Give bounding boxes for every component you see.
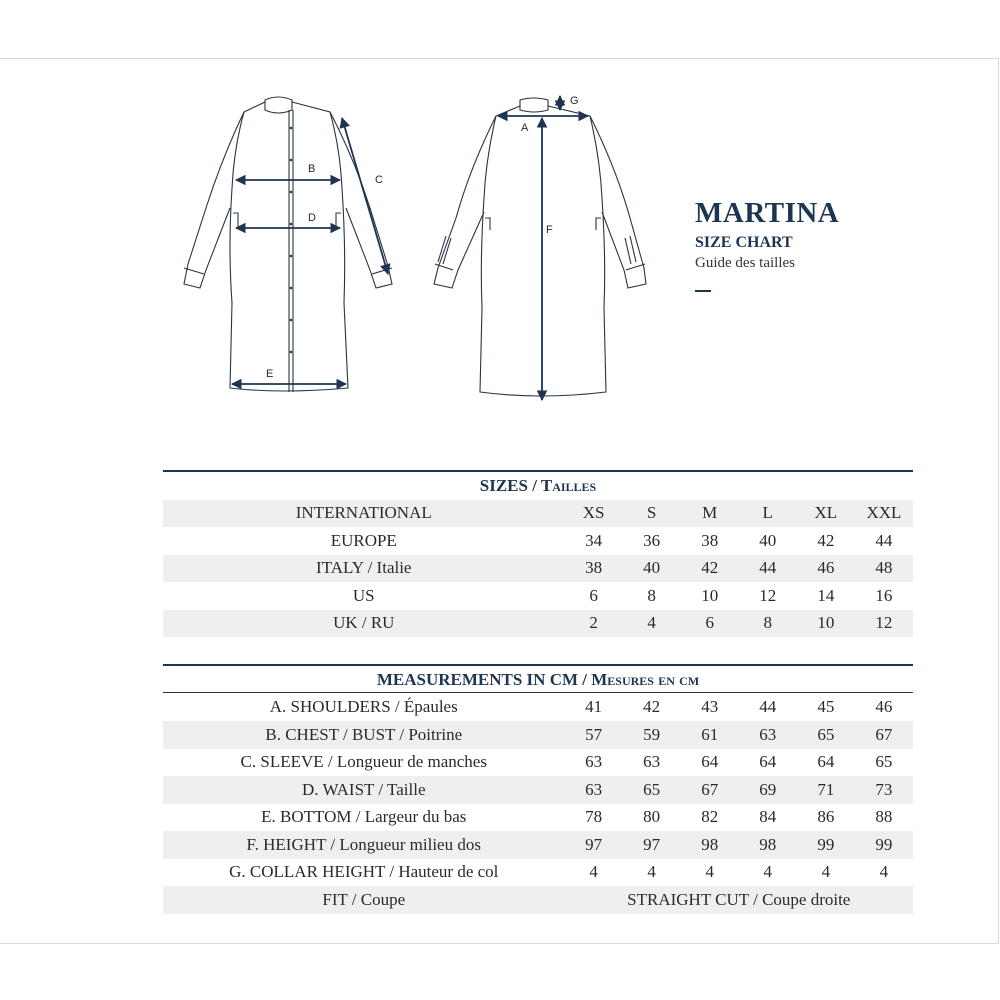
cell: 99: [855, 831, 913, 859]
cell: 46: [797, 555, 855, 583]
cell: 16: [875, 585, 893, 605]
cell: 63: [565, 776, 623, 804]
cell: 4: [623, 610, 681, 638]
row-label: EUROPE: [330, 530, 397, 550]
cell: 44: [759, 697, 777, 717]
garment-diagram: [170, 88, 670, 408]
table-row: [163, 610, 913, 638]
cell: 82: [701, 807, 719, 827]
cell: 88: [875, 807, 893, 827]
table-row: [163, 831, 913, 859]
cell: 99: [797, 831, 855, 859]
row-label: UK / RU: [163, 610, 565, 638]
cell: 44: [875, 530, 893, 550]
product-title: MARTINA: [695, 197, 840, 229]
table-row: [163, 555, 913, 583]
label-g: G: [570, 95, 579, 107]
cell: 45: [817, 697, 835, 717]
label-a: A: [521, 122, 529, 134]
cell: 4: [821, 862, 831, 882]
cell: 86: [817, 807, 835, 827]
cell: M: [681, 500, 739, 528]
title-block: [695, 196, 839, 292]
title-dash: [695, 290, 711, 292]
cell: XL: [797, 500, 855, 528]
table-row: [163, 804, 913, 832]
cell: 10: [701, 585, 719, 605]
row-label: F. HEIGHT / Longueur milieu dos: [163, 831, 565, 859]
cell: 6: [681, 610, 739, 638]
table-row: [163, 749, 913, 777]
row-label: ITALY / Italie: [163, 555, 565, 583]
cell: 4: [879, 862, 889, 882]
cell: 97: [565, 831, 623, 859]
cell: 8: [739, 610, 797, 638]
cell: 12: [759, 585, 777, 605]
cell: 41: [585, 697, 603, 717]
cell: 67: [855, 721, 913, 749]
cell: 38: [701, 530, 719, 550]
cell: 2: [565, 610, 623, 638]
cell: XS: [565, 500, 623, 528]
cell: 8: [647, 585, 656, 605]
cell: 98: [739, 831, 797, 859]
cell: 34: [585, 530, 603, 550]
table-row: [163, 527, 913, 555]
label-d: D: [308, 212, 316, 224]
cell: 63: [643, 752, 661, 772]
label-c: C: [375, 174, 383, 186]
label-b: B: [308, 163, 316, 175]
cell: 64: [817, 752, 835, 772]
table-row: [163, 582, 913, 610]
front-view: [184, 97, 392, 392]
measurements-table: [163, 666, 913, 914]
back-view: [434, 98, 646, 396]
cell: 40: [623, 555, 681, 583]
fit-value: STRAIGHT CUT / Coupe droite: [565, 886, 913, 914]
cell: 44: [739, 555, 797, 583]
row-label: US: [352, 585, 375, 605]
cell: 6: [589, 585, 598, 605]
measurements-heading: MEASUREMENTS IN CM / Mesures en cm: [376, 669, 700, 689]
cell: S: [623, 500, 681, 528]
row-label: C. SLEEVE / Longueur de manches: [240, 752, 487, 772]
front-measure-lines: [232, 118, 388, 384]
label-f: F: [546, 224, 553, 236]
cell: 64: [701, 752, 719, 772]
label-e: E: [266, 368, 274, 380]
cell: 10: [797, 610, 855, 638]
cell: XXL: [855, 500, 913, 528]
table-row: [163, 721, 913, 749]
cell: 71: [797, 776, 855, 804]
cell: 14: [817, 585, 835, 605]
sizes-table: [163, 472, 913, 637]
row-label: B. CHEST / BUST / Poitrine: [163, 721, 565, 749]
cell: L: [739, 500, 797, 528]
cell: 4: [763, 862, 772, 882]
back-measure-lines: [498, 96, 588, 400]
size-chart-subtitle: SIZE CHART: [695, 234, 793, 251]
table-row: [163, 500, 913, 528]
cell: 63: [585, 752, 603, 772]
cell: 84: [759, 807, 777, 827]
cell: 67: [681, 776, 739, 804]
cell: 48: [855, 555, 913, 583]
cell: 63: [739, 721, 797, 749]
sizes-heading: SIZES / Tailles: [479, 475, 597, 495]
cell: 46: [875, 697, 893, 717]
fit-label: FIT / Coupe: [163, 886, 565, 914]
cell: 12: [855, 610, 913, 638]
cell: 4: [589, 862, 598, 882]
cell: 98: [681, 831, 739, 859]
cell: 4: [705, 862, 714, 882]
cell: 61: [681, 721, 739, 749]
cell: 59: [623, 721, 681, 749]
cell: 42: [643, 697, 661, 717]
cell: 40: [759, 530, 777, 550]
cell: 36: [643, 530, 661, 550]
table-row: [163, 859, 913, 887]
cell: 65: [797, 721, 855, 749]
cell: 65: [875, 752, 893, 772]
front-buttons: [290, 127, 293, 354]
cell: 78: [585, 807, 603, 827]
cell: 38: [565, 555, 623, 583]
cell: 42: [681, 555, 739, 583]
table-row: [163, 886, 913, 914]
cell: 80: [643, 807, 661, 827]
cell: 97: [623, 831, 681, 859]
table-row: [163, 694, 913, 722]
cell: 57: [565, 721, 623, 749]
cell: 73: [855, 776, 913, 804]
table-row: [163, 776, 913, 804]
cell: 43: [701, 697, 719, 717]
row-label: A. SHOULDERS / Épaules: [269, 697, 458, 717]
cell: 65: [623, 776, 681, 804]
row-label: E. BOTTOM / Largeur du bas: [261, 807, 467, 827]
row-label: G. COLLAR HEIGHT / Hauteur de col: [229, 862, 499, 882]
row-label: D. WAIST / Taille: [163, 776, 565, 804]
size-chart-subtitle-fr: Guide des tailles: [695, 255, 795, 271]
cell: 4: [647, 862, 656, 882]
row-label: INTERNATIONAL: [163, 500, 565, 528]
cell: 64: [759, 752, 777, 772]
cell: 69: [739, 776, 797, 804]
cell: 42: [817, 530, 835, 550]
